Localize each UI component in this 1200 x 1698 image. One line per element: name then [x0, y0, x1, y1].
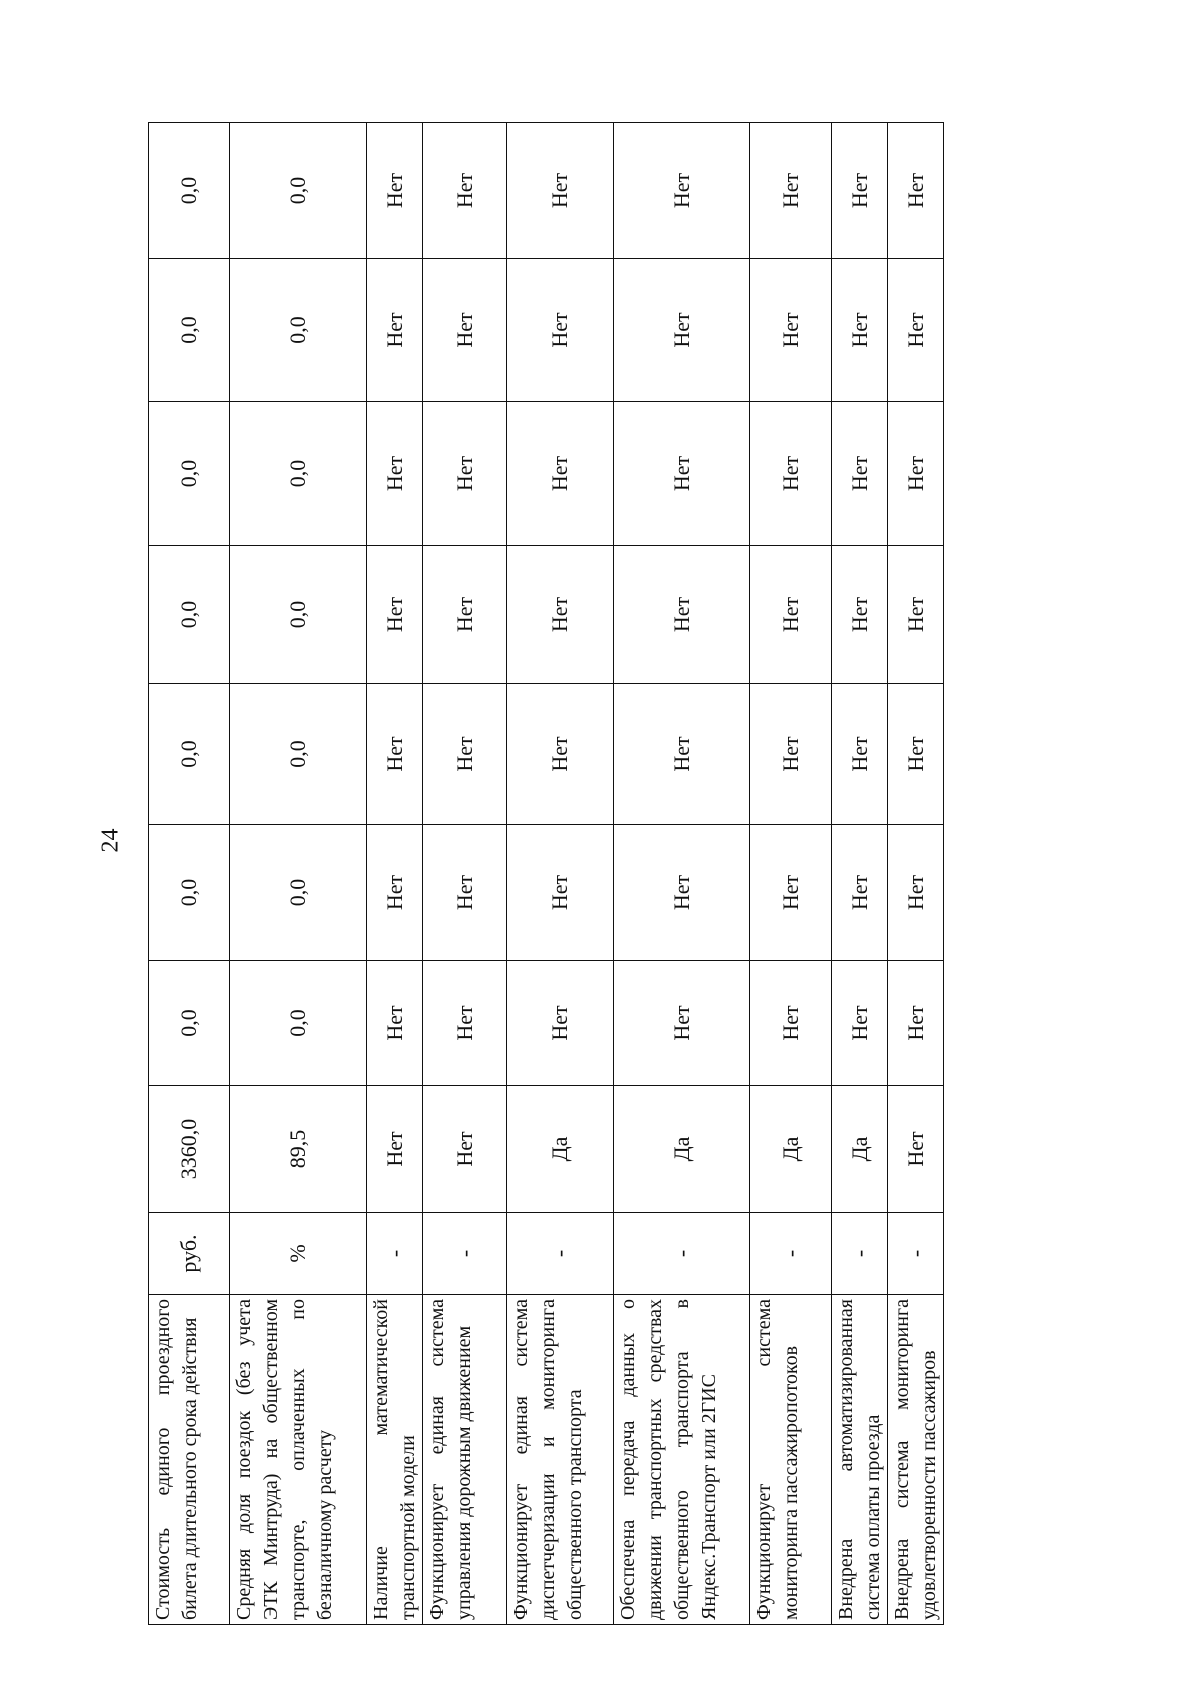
value-cell: Нет	[367, 825, 423, 961]
value-cell: Нет	[507, 259, 614, 402]
indicators-table	[148, 122, 944, 1625]
value-cell: Нет	[423, 684, 507, 825]
value-cell: Да	[614, 1086, 750, 1213]
value-cell: 0,0	[149, 825, 230, 961]
indicator-name: Функционирует единая система управления дорожным движением	[423, 1295, 507, 1625]
value-cell: Нет	[367, 259, 423, 402]
value-cell: Нет	[423, 123, 507, 259]
value-cell: Нет	[614, 684, 750, 825]
indicator-name: Наличие математической транспортной модели	[367, 1295, 423, 1625]
value-cell: Нет	[832, 259, 888, 402]
value-cell: Нет	[423, 961, 507, 1086]
table-row	[149, 123, 230, 1625]
value-cell: Нет	[614, 402, 750, 546]
value-cell: Нет	[423, 259, 507, 402]
value-cell: Нет	[614, 546, 750, 684]
value-cell: Нет	[888, 402, 944, 546]
value-cell: Нет	[832, 961, 888, 1086]
value-cell: Нет	[423, 546, 507, 684]
value-cell: Нет	[888, 961, 944, 1086]
value-cell: 0,0	[149, 259, 230, 402]
value-cell: Нет	[507, 546, 614, 684]
indicator-name: Средняя доля поездок (без учета ЭТК Минтруда) на общественном транспорте, оплаченных по безналичному расчету	[230, 1295, 367, 1625]
indicator-name: Внедрена система мониторинга удовлетворенности пассажиров	[888, 1295, 944, 1625]
value-cell: 0,0	[230, 961, 367, 1086]
value-cell: 0,0	[149, 546, 230, 684]
value-cell: 0,0	[149, 961, 230, 1086]
page-number: 24	[97, 828, 124, 853]
indicator-name: Функционирует система мониторинга пассажиропотоков	[750, 1295, 832, 1625]
value-cell: Нет	[507, 825, 614, 961]
table-row	[832, 123, 888, 1625]
value-cell: Нет	[507, 123, 614, 259]
value-cell: Нет	[750, 825, 832, 961]
value-cell: Нет	[507, 402, 614, 546]
value-cell: 0,0	[230, 684, 367, 825]
unit-cell: руб.	[149, 1213, 230, 1295]
value-cell: Да	[832, 1086, 888, 1213]
unit-cell: -	[750, 1213, 832, 1295]
value-cell: Нет	[832, 546, 888, 684]
unit-cell: -	[507, 1213, 614, 1295]
value-cell: Нет	[367, 1086, 423, 1213]
value-cell: Нет	[614, 259, 750, 402]
value-cell: Нет	[750, 961, 832, 1086]
value-cell: Нет	[423, 825, 507, 961]
rotated-table-container	[148, 125, 948, 1625]
table-row	[507, 123, 614, 1625]
value-cell: 89,5	[230, 1086, 367, 1213]
table-row	[750, 123, 832, 1625]
value-cell: Нет	[614, 123, 750, 259]
unit-cell: %	[230, 1213, 367, 1295]
table-row	[888, 123, 944, 1625]
table-row	[367, 123, 423, 1625]
value-cell: 0,0	[149, 123, 230, 259]
value-cell: Нет	[367, 123, 423, 259]
value-cell: Нет	[507, 684, 614, 825]
indicator-name: Обеспечена передача данных о движении транспортных средствах общественного транспорта в Яндекс.Транспорт или 2ГИС	[614, 1295, 750, 1625]
table-row	[423, 123, 507, 1625]
unit-cell: -	[367, 1213, 423, 1295]
value-cell: 0,0	[230, 402, 367, 546]
indicator-name: Внедрена автоматизированная система оплаты проезда	[832, 1295, 888, 1625]
value-cell: Нет	[832, 402, 888, 546]
unit-cell: -	[832, 1213, 888, 1295]
value-cell: Нет	[832, 123, 888, 259]
indicator-name: Стоимость единого проездного билета длительного срока действия	[149, 1295, 230, 1625]
unit-cell: -	[423, 1213, 507, 1295]
value-cell: Нет	[750, 402, 832, 546]
value-cell: Нет	[888, 546, 944, 684]
value-cell: Да	[750, 1086, 832, 1213]
value-cell: Нет	[750, 684, 832, 825]
value-cell: Нет	[507, 961, 614, 1086]
value-cell: Нет	[367, 961, 423, 1086]
value-cell: Нет	[888, 825, 944, 961]
value-cell: Нет	[423, 402, 507, 546]
unit-cell: -	[614, 1213, 750, 1295]
value-cell: Нет	[888, 684, 944, 825]
value-cell: 0,0	[149, 684, 230, 825]
value-cell: 0,0	[230, 825, 367, 961]
indicator-name: Функционирует единая система диспетчеризации и мониторинга общественного транспорта	[507, 1295, 614, 1625]
value-cell: Нет	[832, 684, 888, 825]
value-cell: Нет	[750, 546, 832, 684]
unit-cell: -	[888, 1213, 944, 1295]
value-cell: Нет	[888, 1086, 944, 1213]
table-row	[230, 123, 367, 1625]
value-cell: 0,0	[230, 546, 367, 684]
value-cell: Нет	[367, 402, 423, 546]
value-cell: 0,0	[149, 402, 230, 546]
value-cell: Нет	[367, 684, 423, 825]
value-cell: Нет	[750, 123, 832, 259]
value-cell: 0,0	[230, 259, 367, 402]
value-cell: Нет	[750, 259, 832, 402]
table-row	[614, 123, 750, 1625]
value-cell: Да	[507, 1086, 614, 1213]
value-cell: Нет	[832, 825, 888, 961]
value-cell: 3360,0	[149, 1086, 230, 1213]
value-cell: Нет	[423, 1086, 507, 1213]
value-cell: Нет	[888, 123, 944, 259]
value-cell: Нет	[888, 259, 944, 402]
value-cell: 0,0	[230, 123, 367, 259]
value-cell: Нет	[614, 961, 750, 1086]
value-cell: Нет	[367, 546, 423, 684]
value-cell: Нет	[614, 825, 750, 961]
